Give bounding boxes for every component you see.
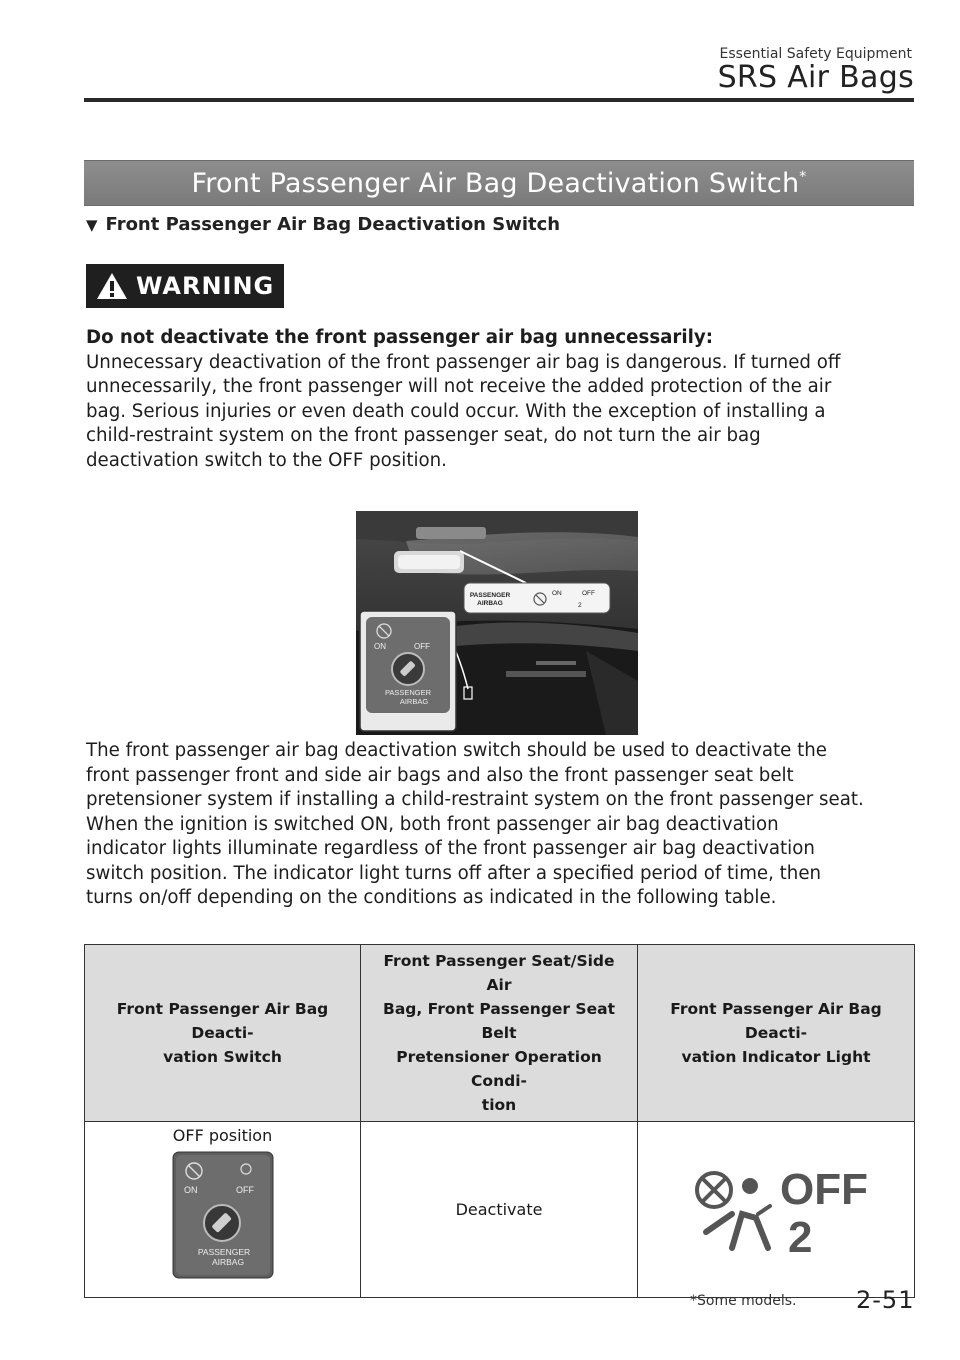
warning-line: bag. Serious injuries or even death could occur. With the exception of installing a	[86, 400, 826, 422]
switch-position-text: OFF position	[172, 1126, 273, 1145]
warning-line: Unnecessary deactivation of the front passenger air bag is dangerous. If turned off	[86, 351, 841, 373]
inset-on: ON	[374, 642, 386, 651]
header-line: tion	[481, 1096, 517, 1114]
condition-text: Deactivate	[455, 1200, 543, 1219]
banner-mark: *	[799, 169, 807, 185]
header-line: Pretensioner Operation Condi-	[396, 1048, 602, 1090]
warning-triangle-icon	[96, 272, 128, 300]
indicator-off: OFF	[582, 590, 595, 597]
triangle-marker-icon: ▼	[86, 216, 98, 234]
body-line: switch position. The indicator light turns off after a specified period of time, then	[86, 862, 822, 884]
header-line: vation Indicator Light	[681, 1048, 871, 1066]
subheading	[86, 214, 560, 235]
banner-title: Front Passenger Air Bag Deactivation Switch	[191, 167, 800, 199]
warning-line: child-restraint system on the front passenger seat, do not turn the air bag	[86, 425, 761, 446]
body-line: front passenger front and side air bags and also the front passenger seat belt	[86, 764, 794, 786]
indicator-num-text: 2	[788, 1212, 813, 1262]
section-banner	[84, 160, 914, 206]
indicator-on: ON	[552, 590, 562, 597]
body-line: pretensioner system if installing a child-restraint system on the front passenger seat.	[86, 789, 864, 810]
indicator-off-text: OFF	[780, 1164, 868, 1214]
header-line: Front Passenger Air Bag Deacti-	[116, 1000, 329, 1042]
table-header-switch	[85, 945, 361, 1122]
inset-off: OFF	[414, 642, 430, 651]
header-line: Bag, Front Passenger Seat Belt	[383, 1000, 615, 1042]
warning-line: unnecessarily, the front passenger will not receive the added protection of the air	[86, 376, 832, 397]
condition-cell	[361, 1122, 638, 1298]
indicator-label-1: PASSENGER	[469, 592, 511, 599]
header-line: vation Switch	[163, 1048, 282, 1066]
dashboard-photo	[356, 511, 638, 735]
table-header-indicator	[638, 945, 915, 1122]
warning-lead: Do not deactivate the front passenger air bag unnecessarily:	[86, 327, 713, 348]
inset-label-1: PASSENGER	[384, 688, 432, 697]
switch-off-label: OFF	[235, 1185, 254, 1195]
body-line: indicator lights illuminate regardless of the front passenger air bag deactivation	[86, 838, 815, 859]
page-number: 2-51	[856, 1286, 915, 1314]
header-line: Front Passenger Air Bag Deacti-	[670, 1000, 882, 1042]
switch-off-image	[172, 1151, 274, 1279]
body-text	[86, 739, 906, 911]
page-title: SRS Air Bags	[717, 60, 914, 95]
footnote: *Some models.	[690, 1293, 797, 1309]
indicator-two: 2	[578, 602, 582, 609]
header-line: Front Passenger Seat/Side Air	[383, 952, 615, 994]
airbag-off-indicator-icon	[676, 1148, 876, 1268]
dashboard-illustration	[356, 511, 638, 735]
body-line: The front passenger air bag deactivation switch should be used to deactivate the	[86, 740, 827, 761]
warning-text	[86, 326, 906, 473]
table-row	[85, 1122, 915, 1298]
warning-label-text: WARNING	[136, 272, 275, 300]
body-line: turns on/off depending on the conditions as indicated in the following table.	[86, 887, 777, 908]
table-header-condition	[361, 945, 638, 1122]
switch-on-label: ON	[183, 1185, 197, 1195]
warning-label	[86, 264, 284, 308]
indicator-label-2: AIRBAG	[477, 600, 503, 607]
subheading-text: Front Passenger Air Bag Deactivation Switch	[105, 214, 561, 235]
body-line: When the ignition is switched ON, both front passenger air bag deactivation	[86, 813, 779, 835]
switch-label-2: AIRBAG	[211, 1257, 244, 1267]
table-header-row	[85, 945, 915, 1122]
switch-position-cell	[85, 1122, 361, 1298]
header-rule	[84, 98, 914, 102]
switch-label-1: PASSENGER	[197, 1247, 250, 1257]
warning-line: deactivation switch to the OFF position.	[86, 449, 447, 471]
inset-label-2: AIRBAG	[399, 697, 429, 706]
deactivation-table	[84, 944, 915, 1298]
indicator-cell	[638, 1122, 915, 1298]
section-label: Essential Safety Equipment	[719, 46, 912, 62]
